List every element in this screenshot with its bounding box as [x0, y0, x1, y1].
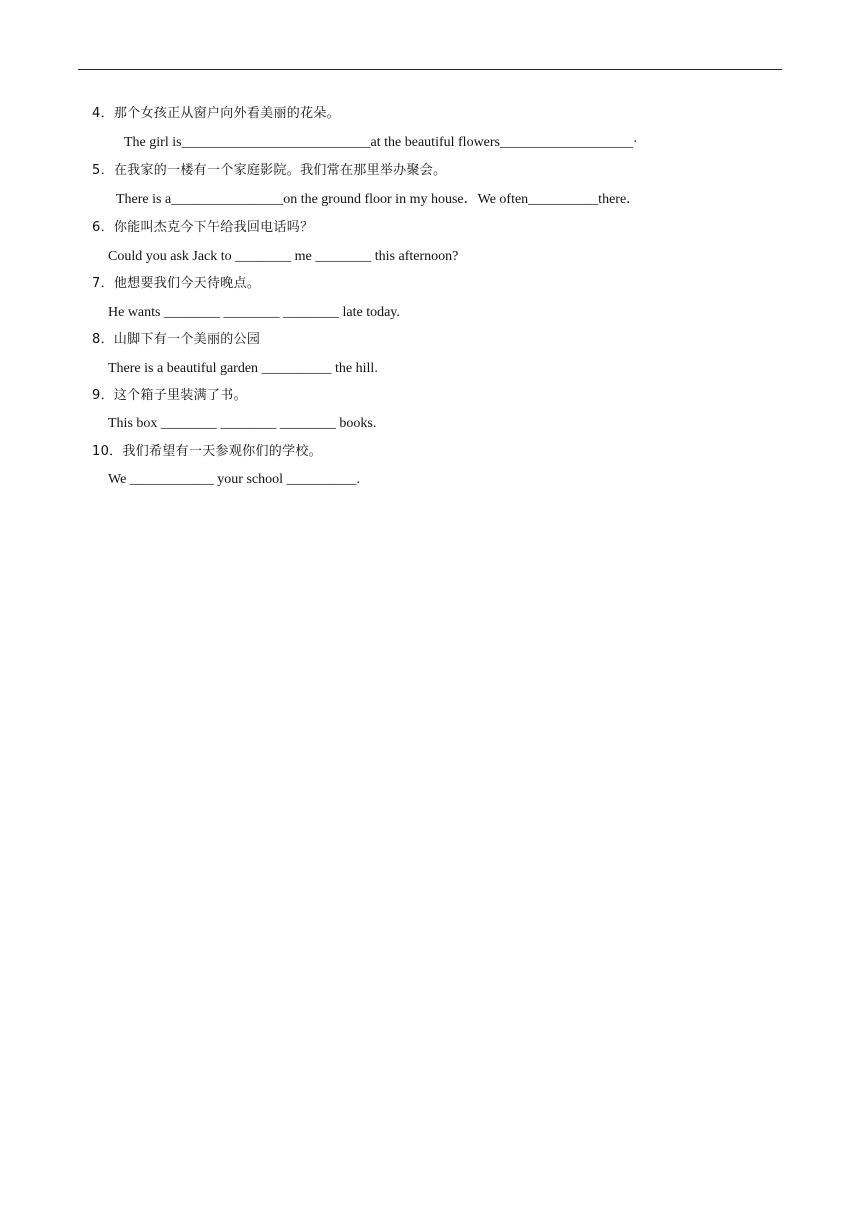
- exercise-6-chinese: 6．你能叫杰克今下午给我回电话吗？: [92, 220, 314, 235]
- exercise-8-english: There is a beautiful garden __________ the hill.: [108, 361, 378, 376]
- exercise-8-chinese: 8．山脚下有一个美丽的公园: [92, 332, 261, 347]
- exercise-10-chinese: 10．我们希望有一天参观你们的学校。: [92, 444, 322, 459]
- exercise-9-chinese: 9．这个箱子里装满了书。: [92, 388, 247, 403]
- exercise-5-english: There is a________________on the ground floor in my house．We often__________there．: [116, 192, 641, 207]
- exercise-10-english: We ____________ your school __________.: [108, 472, 361, 487]
- header-rule: [78, 69, 782, 70]
- exercise-5-chinese: 5．在我家的一楼有一个家庭影院。我们常在那里举办聚会。: [92, 163, 447, 178]
- exercise-6-english: Could you ask Jack to ________ me ________ this afternoon?: [108, 249, 459, 264]
- exercise-7-english: He wants ________ ________ ________ late today.: [108, 305, 400, 320]
- exercise-4-english: The girl is___________________________at the beautiful flowers___________________·: [124, 135, 638, 150]
- exercise-4-chinese: 4．那个女孩正从窗户向外看美丽的花朵。: [92, 106, 340, 121]
- exercise-9-english: This box ________ ________ ________ books.: [108, 416, 377, 431]
- exercise-7-chinese: 7．他想要我们今天待晚点。: [92, 276, 261, 291]
